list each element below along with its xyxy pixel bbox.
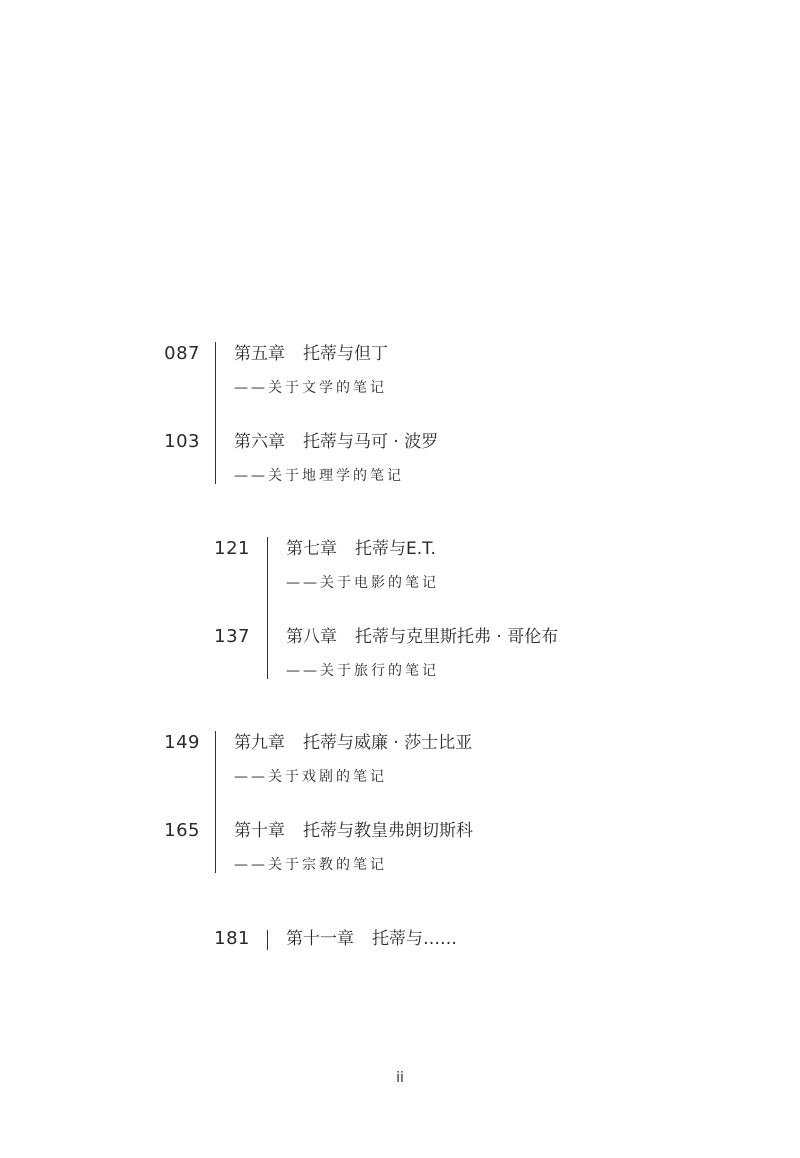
page-number: 103 — [164, 431, 200, 452]
toc-group-1 — [160, 342, 720, 484]
page-number: 087 — [164, 343, 200, 364]
chapter-name: 托蒂与教皇弗朗切斯科 — [303, 821, 473, 841]
chapter-label: 第六章 — [234, 432, 285, 452]
chapter-subtitle: ——关于电影的笔记 — [286, 575, 439, 591]
chapter-subtitle: ——关于旅行的笔记 — [286, 663, 439, 679]
chapter-label: 第九章 — [234, 733, 285, 753]
chapter-name: 托蒂与克里斯托弗 · 哥伦布 — [355, 627, 559, 647]
chapter-label: 第七章 — [286, 539, 337, 559]
group-divider-line — [267, 930, 268, 950]
chapter-label: 第八章 — [286, 627, 337, 647]
group-divider-line — [215, 731, 216, 873]
group-divider-line — [267, 537, 268, 679]
toc-group-2 — [210, 537, 770, 679]
chapter-title — [234, 731, 472, 755]
chapter-name: 托蒂与但丁 — [303, 344, 388, 364]
chapter-title — [234, 819, 473, 843]
chapter-name: 托蒂与威廉 · 莎士比亚 — [303, 733, 473, 753]
chapter-subtitle: ——关于文学的笔记 — [234, 380, 387, 396]
chapter-label: 第十一章 — [286, 929, 354, 949]
chapter-subtitle: ——关于地理学的笔记 — [234, 468, 404, 484]
chapter-title — [234, 430, 438, 454]
chapter-name: 托蒂与…… — [372, 929, 457, 949]
chapter-label: 第五章 — [234, 344, 285, 364]
chapter-title — [286, 537, 436, 561]
group-divider-line — [215, 342, 216, 484]
chapter-title — [286, 927, 457, 951]
page-number: 165 — [164, 820, 200, 841]
chapter-title — [234, 342, 388, 366]
page-number: 181 — [214, 928, 250, 949]
chapter-name: 托蒂与马可 · 波罗 — [303, 432, 439, 452]
toc-group-4 — [210, 927, 770, 953]
toc-group-3 — [160, 731, 720, 873]
page-footer-number: ii — [396, 1070, 404, 1086]
chapter-label: 第十章 — [234, 821, 285, 841]
chapter-title — [286, 625, 558, 649]
chapter-subtitle: ——关于宗教的笔记 — [234, 857, 387, 873]
page-number: 149 — [164, 732, 200, 753]
page-number: 137 — [214, 626, 250, 647]
page-number: 121 — [214, 538, 250, 559]
chapter-name: 托蒂与E.T. — [355, 539, 436, 559]
chapter-subtitle: ——关于戏剧的笔记 — [234, 769, 387, 785]
